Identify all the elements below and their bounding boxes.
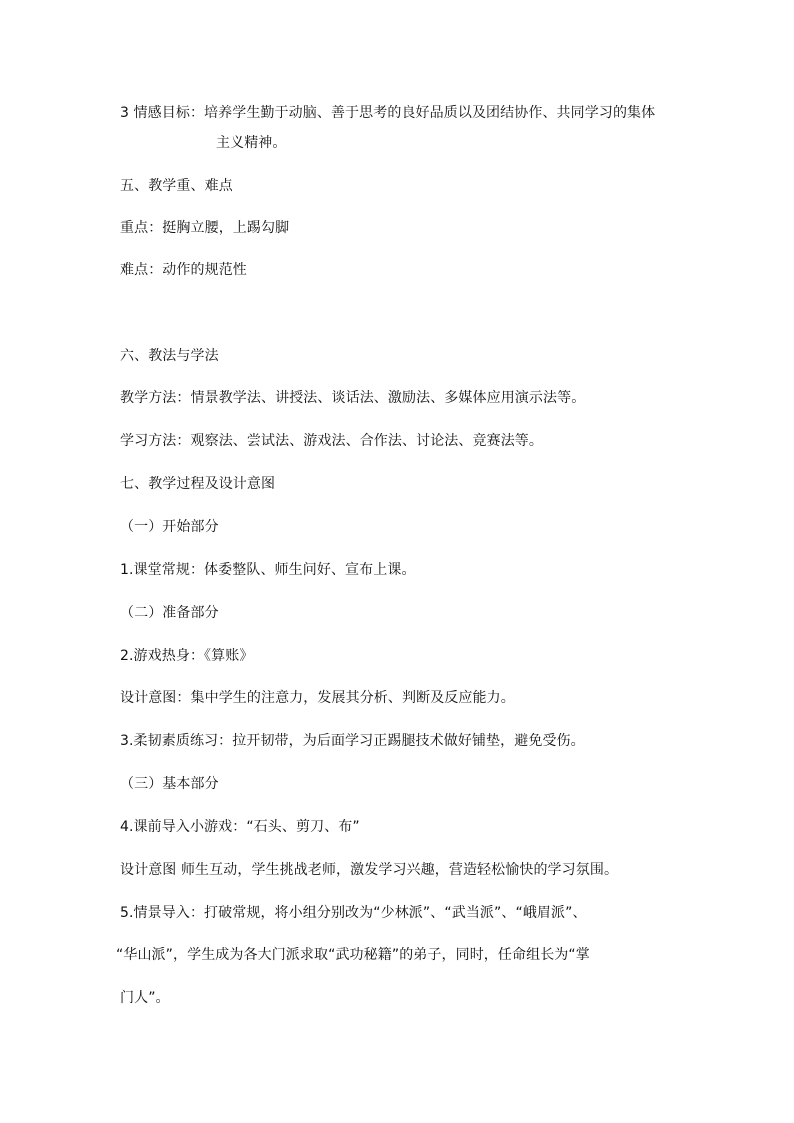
emotion-goal-continuation: 主义精神。 bbox=[216, 135, 287, 151]
intro-game-line: 4.课前导入小游戏：“石头、剪刀、布” bbox=[120, 819, 360, 835]
section-heading-key-difficult: 五、教学重、难点 bbox=[120, 178, 233, 194]
warmup-game-line: 2.游戏热身：《算账》 bbox=[120, 648, 254, 664]
design-intent-line-2: 设计意图 师生互动，学生挑战老师，激发学习兴趣，营造轻松愉快的学习氛围。 bbox=[120, 862, 619, 878]
scenario-intro-line: 5.情景导入：打破常规，将小组分别改为“少林派”、“武当派”、“峨眉派”、 bbox=[120, 905, 587, 921]
subsection-prepare: （二）准备部分 bbox=[120, 605, 219, 621]
scenario-intro-continuation-1: “华山派”，学生成为各大门派求取“武功秘籍”的弟子，同时，任命组长为“掌 bbox=[116, 947, 590, 963]
difficult-point-line: 难点：动作的规范性 bbox=[120, 262, 247, 278]
subsection-basic: （三）基本部分 bbox=[120, 776, 219, 792]
learning-methods-line: 学习方法：观察法、尝试法、游戏法、合作法、讨论法、竞赛法等。 bbox=[120, 433, 543, 449]
teaching-methods-line: 教学方法：情景教学法、讲授法、谈话法、激励法、多媒体应用演示法等。 bbox=[120, 390, 586, 406]
section-heading-methods: 六、教法与学法 bbox=[120, 348, 219, 364]
classroom-routine-line: 1.课堂常规：体委整队、师生问好、宣布上课。 bbox=[120, 562, 416, 578]
scenario-intro-continuation-2: 门人”。 bbox=[120, 990, 170, 1006]
design-intent-line-1: 设计意图：集中学生的注意力，发展其分析、判断及反应能力。 bbox=[120, 690, 515, 706]
emotion-goal-line: 3 情感目标：培养学生勤于动脑、善于思考的良好品质以及团结协作、共同学习的集体 bbox=[120, 105, 656, 121]
subsection-start: （一）开始部分 bbox=[120, 519, 219, 535]
key-point-line: 重点：挺胸立腰，上踢勾脚 bbox=[120, 220, 290, 236]
section-heading-process: 七、教学过程及设计意图 bbox=[120, 476, 276, 492]
flexibility-practice-line: 3.柔韧素质练习：拉开韧带，为后面学习正踢腿技术做好铺垫，避免受伤。 bbox=[120, 733, 585, 749]
